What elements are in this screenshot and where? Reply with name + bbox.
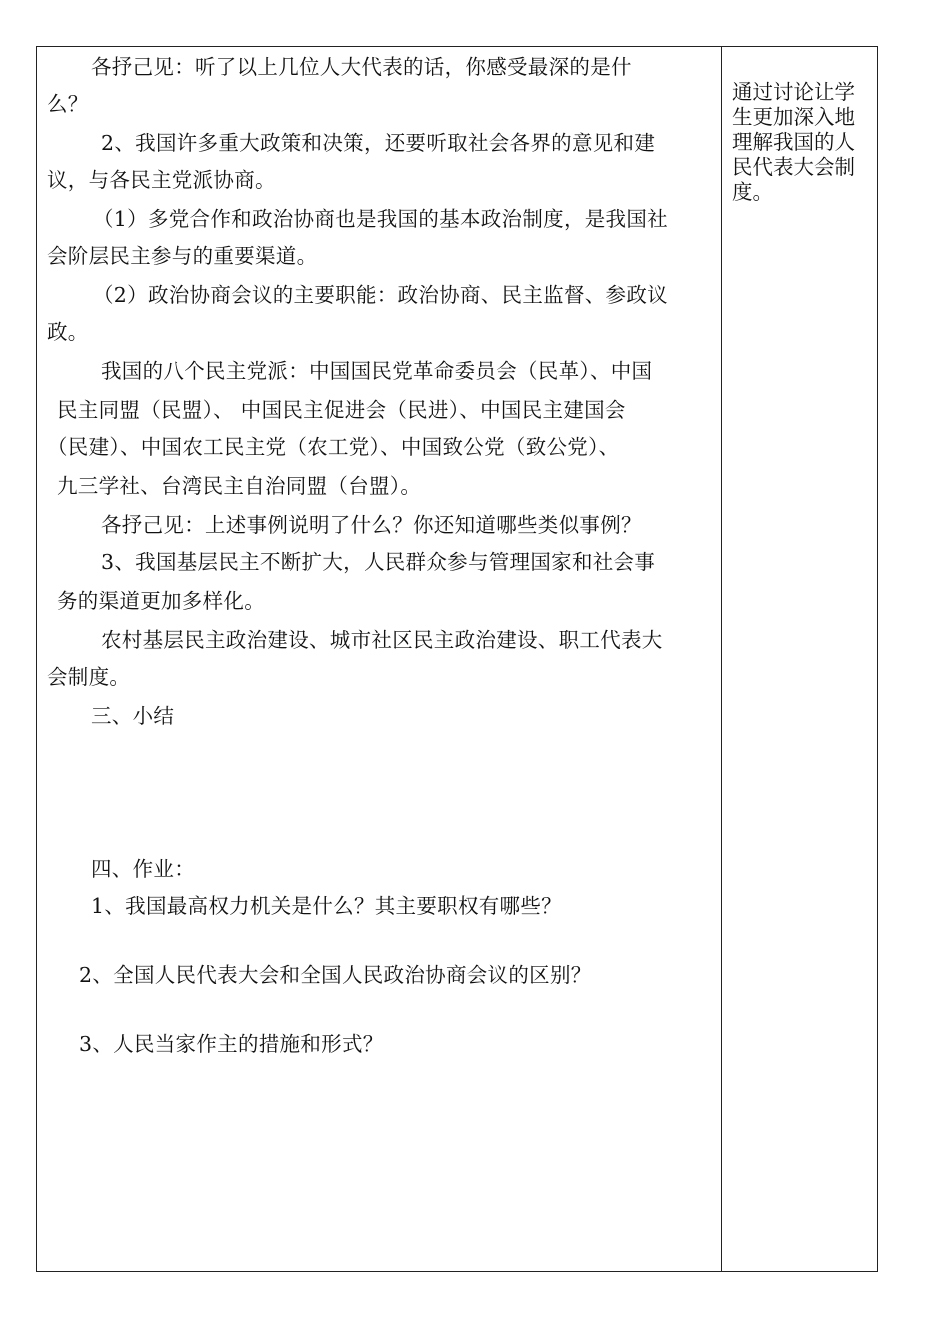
text-line: 农村基层民主政治建设、城市社区民主政治建设、职工代表大: [101, 628, 663, 652]
text-line: 各抒己见：听了以上几位人大代表的话，你感受最深的是什: [91, 55, 632, 79]
design-intent-cell: [722, 47, 877, 1271]
text-line: 会制度。: [47, 665, 131, 689]
text-line: （1）多党合作和政治协商也是我国的基本政治制度，是我国社: [93, 207, 668, 231]
side-text-line: 通过讨论让学: [732, 80, 855, 104]
side-text-line: 理解我国的人: [732, 130, 855, 154]
text-line: 九三学社、台湾民主自治同盟（台盟）。: [57, 474, 422, 498]
text-line: 3、我国基层民主不断扩大，人民群众参与管理国家和社会事: [101, 550, 656, 574]
section-heading: 三、小结: [91, 704, 175, 728]
text-line: （民建）、中国农工民主党（农工党）、中国致公党（致公党）、: [47, 435, 620, 459]
text-line: 么？: [47, 92, 89, 116]
section-heading: 四、作业：: [91, 857, 195, 881]
teaching-content-cell: [37, 47, 721, 1271]
text-line: 2、我国许多重大政策和决策，还要听取社会各界的意见和建: [101, 131, 656, 155]
text-line: 政。: [47, 320, 89, 344]
text-line: 议，与各民主党派协商。: [47, 168, 276, 192]
text-line: 我国的八个民主党派：中国国民党革命委员会（民革）、中国: [101, 359, 653, 383]
text-line: 民主同盟（民盟）、 中国民主促进会（民进）、中国民主建国会: [57, 398, 626, 422]
homework-item: 2、全国人民代表大会和全国人民政治协商会议的区别？: [79, 963, 592, 987]
text-line: 会阶层民主参与的重要渠道。: [47, 244, 318, 268]
text-line: （2）政治协商会议的主要职能：政治协商、民主监督、参政议: [93, 283, 668, 307]
homework-item: 1、我国最高权力机关是什么？其主要职权有哪些？: [91, 894, 562, 918]
homework-item: 3、人民当家作主的措施和形式？: [79, 1032, 384, 1056]
side-text-line: 民代表大会制: [732, 155, 855, 179]
side-text-line: 生更加深入地: [732, 105, 855, 129]
lesson-plan-table: [36, 46, 878, 1272]
text-line: 各抒己见：上述事例说明了什么？你还知道哪些类似事例？: [101, 513, 642, 537]
text-line: 务的渠道更加多样化。: [57, 589, 265, 613]
side-text-line: 度。: [732, 180, 773, 204]
